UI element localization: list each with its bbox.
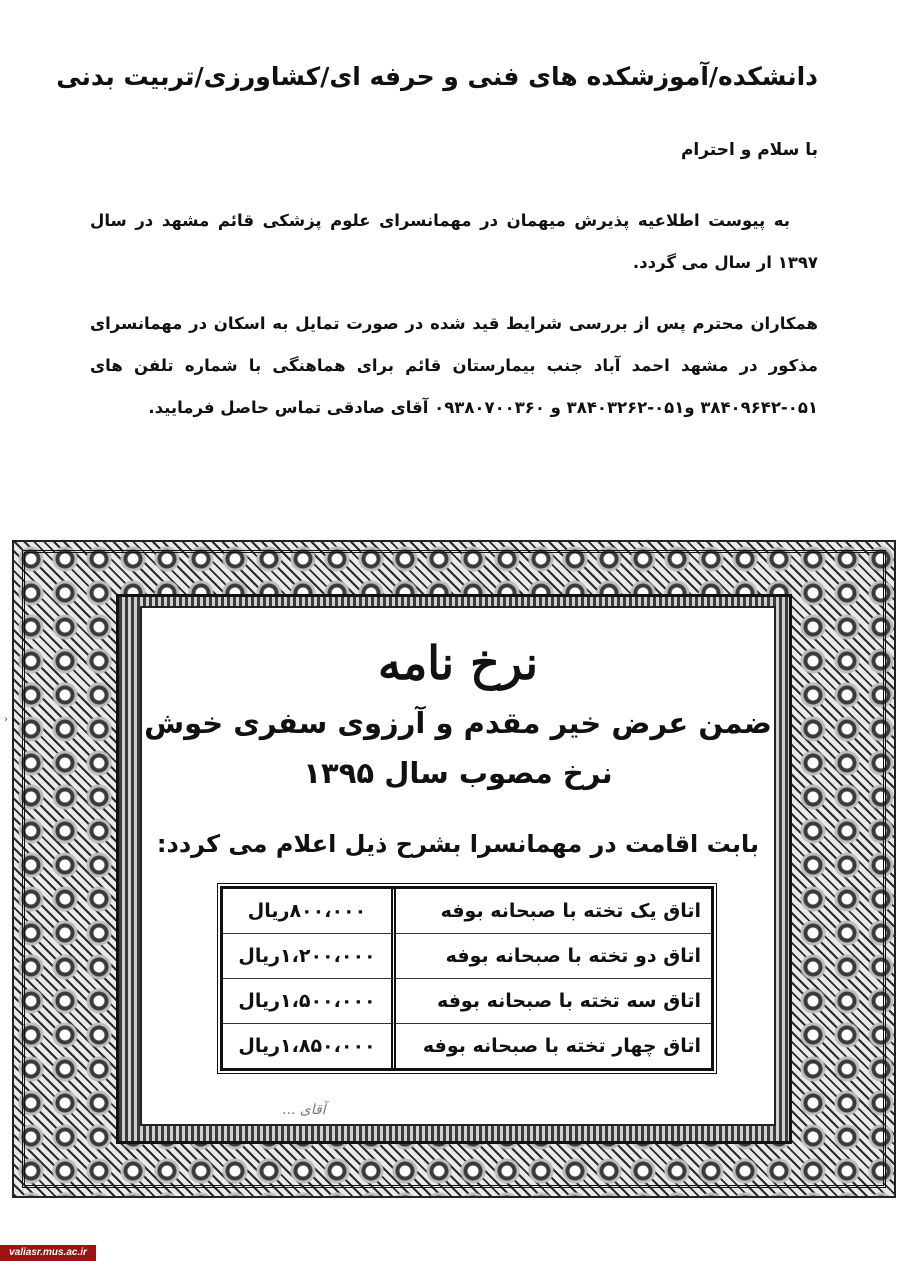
approved-rate-line: نرخ مصوب سال ۱۳۹۵	[303, 756, 613, 790]
room-price-cell: ۱،۸۵۰،۰۰۰ریال	[238, 1035, 376, 1057]
room-type-cell: اتاق چهار تخته با صبحانه بوفه	[391, 1024, 711, 1068]
table-row	[223, 979, 711, 1024]
site-watermark: valiasr.mus.ac.ir	[0, 1245, 96, 1261]
rate-sheet-title: نرخ نامه	[377, 636, 538, 690]
table-row	[223, 1024, 711, 1068]
room-type-cell: اتاق یک تخته با صبحانه بوفه	[391, 889, 711, 934]
table-row	[223, 889, 711, 934]
margin-mark: ›	[4, 714, 8, 725]
room-type-cell: اتاق سه تخته با صبحانه بوفه	[391, 979, 711, 1024]
notice-line: بابت اقامت در مهمانسرا بشرح ذیل اعلام می کردد:	[156, 830, 760, 858]
room-type-cell: اتاق دو تخته با صبحانه بوفه	[391, 934, 711, 979]
room-price-cell: ۱،۵۰۰،۰۰۰ریال	[223, 979, 391, 1024]
rate-table	[220, 886, 714, 1071]
letter-paragraph-contact: همکاران محترم پس از بررسی شرایط قید شده در صورت تمایل به اسکان در مهمانسرای مذکور در مشهد احمد آباد جنب بیمارستان قائم برای هماهنگی با شماره تلفن های ۰۵۱-۳۸۴۰۹۶۴۲ و۰۵۱-۳۸۴۰۳۲۶۲ و ۰۹۳۸۰۷۰۰۳۶۰ آقای صادقی تماس حاصل فرمایید.	[90, 314, 818, 417]
handwritten-note: آقای ...	[282, 1102, 326, 1118]
room-price-cell: ۸۰۰،۰۰۰ریال	[223, 889, 391, 934]
room-price-cell: ۱،۲۰۰،۰۰۰ریال	[223, 934, 391, 979]
letter-heading: دانشکده/آموزشکده های فنی و حرفه ای/کشاورزی/تربیت بدنی	[56, 62, 818, 91]
welcome-line: ضمن عرض خیر مقدم و آرزوی سفری خوش	[144, 706, 772, 740]
rate-sheet-panel	[140, 606, 776, 1126]
letter-greeting: با سلام و احترام	[680, 140, 818, 160]
table-row	[223, 934, 711, 979]
letter-paragraph-attachment: به پیوست اطلاعیه پذیرش میهمان در مهمانسرای علوم پزشکی قائم مشهد در سال ۱۳۹۷ ار سال می گردد.	[90, 211, 818, 272]
